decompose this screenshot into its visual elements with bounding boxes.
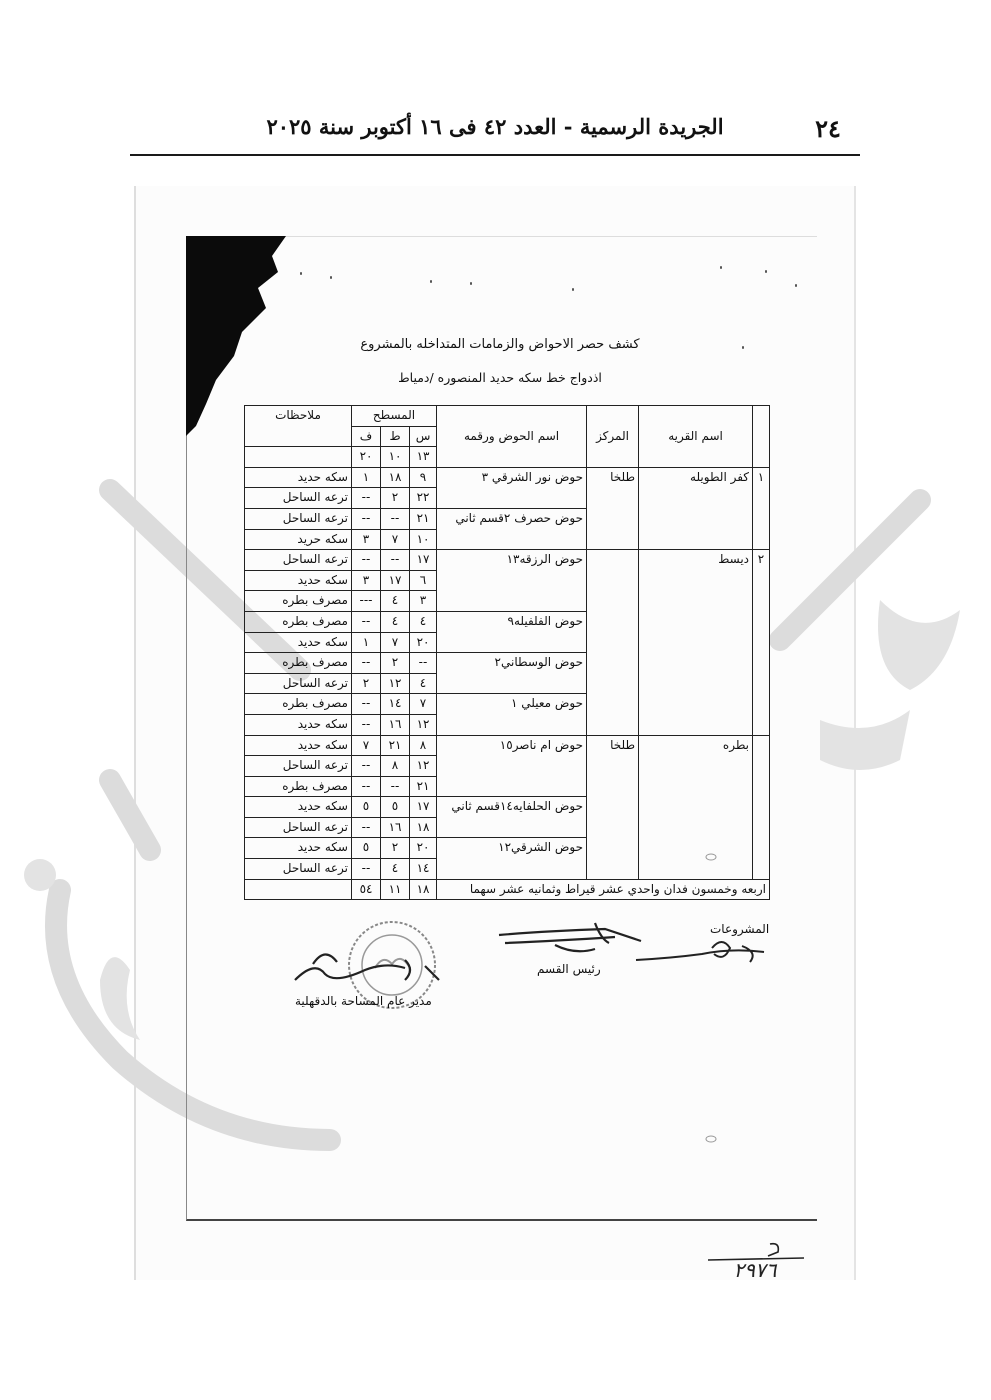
row-sahm: ٢٠ [410,838,437,859]
row-feddan: -- [352,550,381,571]
document-title: كشف حصر الاحواض والزمامات المتداخله بالمشروع [360,337,640,352]
row-note: سكه حديد [245,735,352,756]
row-sahm: ٣ [410,591,437,612]
row-qirat: ٢ [381,653,410,674]
row-sahm: ١٧ [410,550,437,571]
table-total-row [245,879,770,900]
row-basin-name: حوض الرزقه١٣ [437,550,587,612]
scan-mark [704,852,718,862]
row-village: بطره [639,735,753,879]
total-feddan: ٥٤ [352,879,381,900]
header-qirat: ط [381,426,410,447]
row-sahm: ٤ [410,673,437,694]
row-qirat: ٨ [381,756,410,777]
header-notes: ملاحظات [245,406,352,447]
row-sahm: ٩ [410,467,437,488]
row-qirat: ٥ [381,797,410,818]
scan-speck [300,272,302,275]
row-qirat: ٧ [381,632,410,653]
row-note: مصرف بطره [245,694,352,715]
page-number: ٢٤ [815,114,841,143]
row-qirat: ١٢ [381,673,410,694]
table-row [245,735,770,756]
row-sahm: ١٨ [410,817,437,838]
row-sahm: ٢١ [410,508,437,529]
row-note: ترعه الساحل [245,859,352,880]
table-header-row [245,406,770,427]
header-sahm: س [410,426,437,447]
row-center: طلخا [587,735,639,879]
row-feddan: -- [352,694,381,715]
row-feddan: --- [352,591,381,612]
row-village: كفر الطويله [639,467,753,549]
handwritten-number-text: ٢٩٧٦ [733,1258,777,1282]
units-sahm: ١٣ [410,447,437,468]
row-note: مصرف بطره [245,776,352,797]
total-qirat: ١١ [381,879,410,900]
row-sahm: -- [410,653,437,674]
row-qirat: ١٦ [381,714,410,735]
signature-label-section-head: رئيس القسم [537,962,601,976]
scan-speck [765,270,767,273]
total-notes-blank [245,879,352,900]
units-feddan: ٢٠ [352,447,381,468]
row-feddan: ١ [352,467,381,488]
header-divider [130,154,860,156]
row-note: مصرف بطره [245,611,352,632]
header-feddan: ف [352,426,381,447]
header-basin: اسم الحوض ورقمه [437,406,587,468]
row-qirat: ١٧ [381,570,410,591]
row-basin-name: حوض الفلفيله٩ [437,611,587,652]
row-note: ترعه الساحل [245,488,352,509]
row-sahm: ٨ [410,735,437,756]
row-sahm: ٧ [410,694,437,715]
row-note: ترعه الساحل [245,550,352,571]
total-sahm: ١٨ [410,879,437,900]
row-sahm: ٦ [410,570,437,591]
row-note: سكه حريد [245,529,352,550]
row-sahm: ١٧ [410,797,437,818]
survey-table [244,405,770,900]
row-qirat: ٤ [381,591,410,612]
table-row [245,467,770,488]
row-basin-name: حوض الشرقي١٢ [437,838,587,879]
row-sahm: ١٠ [410,529,437,550]
row-qirat: ١٤ [381,694,410,715]
row-sahm: ٤ [410,611,437,632]
handwritten-page-number [700,1240,810,1284]
signature-manager [285,940,465,995]
row-index: ١ [753,467,770,549]
row-feddan: ١ [352,632,381,653]
total-in-words: اربعه وخمسون فدان واحدي عشر قيراط وثمانيه عشر سهما [437,879,770,900]
units-notes-blank [245,447,352,468]
row-qirat: ١٦ [381,817,410,838]
header-center: المركز [587,406,639,468]
row-qirat: ٤ [381,611,410,632]
document-subtitle: اذدواج خط سكه حديد المنصوره /دمياط [398,370,602,385]
row-feddan: ٣ [352,570,381,591]
units-qirat: ١٠ [381,447,410,468]
row-basin-name: حوض ام ناصر١٥ [437,735,587,797]
row-center [587,550,639,735]
row-basin-name: حوض نور الشرقي ٣ [437,467,587,508]
scan-speck [572,288,574,291]
row-feddan: ٣ [352,529,381,550]
signature-label-projects: المشروعات [710,922,770,936]
signature-projects [632,930,772,980]
row-qirat: ٢ [381,838,410,859]
row-note: سكه حديد [245,838,352,859]
row-qirat: ١٨ [381,467,410,488]
row-note: سكه حديد [245,714,352,735]
survey-table-body [245,467,770,879]
table-row [245,550,770,571]
row-feddan: ٢ [352,673,381,694]
row-feddan: ٧ [352,735,381,756]
row-basin-name: حوض معيلي ١ [437,694,587,735]
row-sahm: ١٢ [410,756,437,777]
row-village: ديسط [639,550,753,735]
scan-mark [704,1134,718,1144]
row-feddan: -- [352,508,381,529]
row-sahm: ٢٠ [410,632,437,653]
row-basin-name: حوض الوسطاني٢ [437,653,587,694]
scan-speck [430,280,432,283]
row-note: ترعه الساحل [245,817,352,838]
scan-speck [742,346,744,349]
row-feddan: -- [352,859,381,880]
header-index [753,406,770,468]
row-feddan: -- [352,714,381,735]
row-feddan: -- [352,776,381,797]
signature-section-head [495,915,645,965]
row-qirat: ٤ [381,859,410,880]
header-village: اسم القريه [639,406,753,468]
scan-speck [795,284,797,287]
row-center: طلخا [587,467,639,549]
row-index [753,735,770,879]
row-qirat: ٧ [381,529,410,550]
row-sahm: ٢٢ [410,488,437,509]
scan-speck [720,266,722,269]
row-qirat: -- [381,776,410,797]
row-feddan: -- [352,611,381,632]
row-qirat: ٢١ [381,735,410,756]
row-note: مصرف بطره [245,591,352,612]
row-sahm: ١٤ [410,859,437,880]
row-sahm: ١٢ [410,714,437,735]
row-note: سكه حديد [245,467,352,488]
row-note: ترعه الساحل [245,756,352,777]
header-area: المسطح [352,406,437,427]
row-feddan: -- [352,817,381,838]
row-sahm: ٢١ [410,776,437,797]
row-basin-name: حوض الحلفايه١٤قسم ثاني [437,797,587,838]
row-note: سكه حديد [245,632,352,653]
row-qirat: -- [381,508,410,529]
scan-speck [330,276,332,279]
row-note: مصرف بطره [245,653,352,674]
row-index: ٢ [753,550,770,735]
row-qirat: -- [381,550,410,571]
row-feddan: ٥ [352,797,381,818]
scan-speck [470,282,472,285]
signature-label-manager: مدير عام المساحة بالدقهلية [295,994,432,1008]
row-basin-name: حوض حصرف ٢قسم ثاني [437,508,587,549]
row-feddan: -- [352,488,381,509]
row-qirat: ٢ [381,488,410,509]
row-note: ترعه الساحل [245,673,352,694]
row-feddan: -- [352,653,381,674]
row-note: سكه حديد [245,797,352,818]
gazette-header-title: الجريدة الرسمية - العدد ٤٢ فى ١٦ أكتوبر سنة ٢٠٢٥ [266,114,724,139]
row-note: ترعه الساحل [245,508,352,529]
row-note: سكه حديد [245,570,352,591]
row-feddan: ٥ [352,838,381,859]
row-feddan: -- [352,756,381,777]
